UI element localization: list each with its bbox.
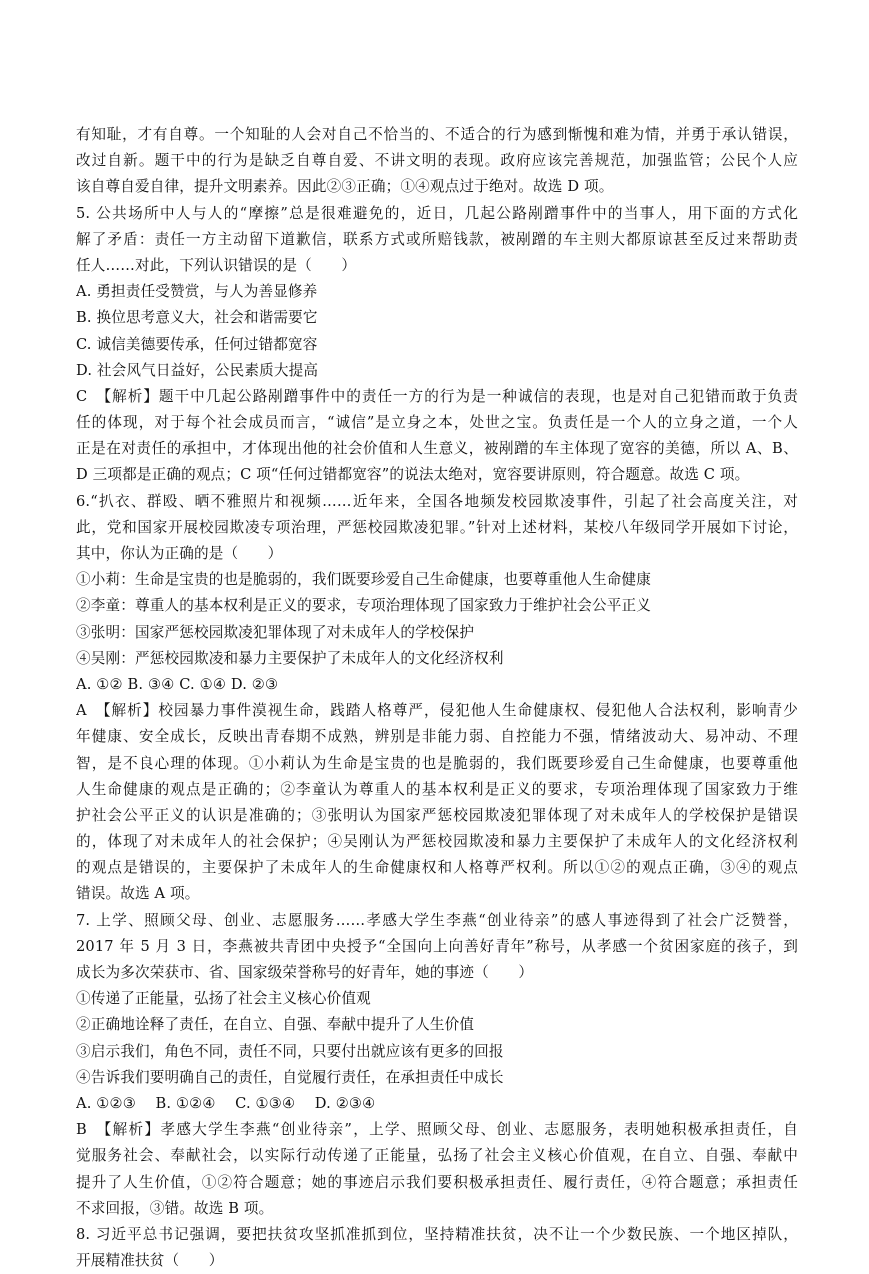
question-5-analysis: 任的体现，对于每个社会成员而言，“诚信”是立身之本，处世之宝。负责任是一个人的立身之道，一个人 — [76, 414, 798, 432]
text-line: 该自尊自爱自律，提升文明素养。因此②③正确；①④观点过于绝对。故选 D 项。 — [76, 178, 614, 196]
text-line: 改过自新。题干中的行为是缺乏自尊自爱、不讲文明的表现。政府应该完善规范，加强监管；公民个人应 — [76, 152, 798, 170]
question-6-analysis: 的观点是错误的，主要保护了未成年人的生命健康权和人格尊严权利。所以①②的观点正确，③④的观点 — [76, 859, 798, 877]
question-6-analysis: 护社会公平正义的认识是准确的；③张明认为国家严惩校园欺凌犯罪体现了对未成年人的学校保护是错误 — [76, 806, 798, 824]
question-7-analysis: B 【解析】孝感大学生李燕“创业待亲”，上学、照顾父母、创业、志愿服务，表明她积极承担责任，自 — [76, 1121, 798, 1139]
question-7-analysis: 觉服务社会、奉献社会，以实际行动传递了正能量，弘扬了社会主义核心价值观，在自立、自强、奉献中 — [76, 1147, 798, 1165]
question-6-stem: 6.“扒衣、群殴、晒不雅照片和视频……近年来，全国各地频发校园欺凌事件，引起了社会高度关注，对 — [76, 492, 798, 510]
question-5-stem: 解了矛盾：责任一方主动留下道歉信，联系方式或所赔钱款，被剐蹭的车主则大都原谅甚至反过来帮助责 — [76, 230, 798, 248]
question-5-analysis: D 三项都是正确的观点；C 项“任何过错都宽容”的说法太绝对，宽容要讲原则，符合题意。故选 C 项。 — [76, 466, 750, 484]
question-6-analysis: 智，是不良心理的体现。①小莉认为生命是宝贵的也是脆弱的，我们既要珍爱自己生命健康，也要尊重他 — [76, 754, 798, 772]
question-5-stem: 任人……对此，下列认识错误的是（ ） — [76, 256, 357, 274]
question-6-options: A. ①② B. ③④ C. ①④ D. ②③ — [76, 675, 279, 693]
question-8-stem: 8. 习近平总书记强调，要把扶贫攻坚抓准抓到位，坚持精准扶贫，决不让一个少数民族、一个地区掉队， — [76, 1225, 798, 1243]
question-7-analysis: 不求回报，③错。故选 B 项。 — [76, 1199, 274, 1217]
question-6-analysis: 年健康、安全成长，反映出青春期不成熟，辨别是非能力弱、自控能力不强，情绪波动大、易冲动、不理 — [76, 728, 798, 746]
question-7-stem: 成长为多次荣获市、省、国家级荣誉称号的好青年，她的事迹（ ） — [76, 964, 534, 981]
question-6-analysis: 错误。故选 A 项。 — [76, 885, 200, 903]
question-6-statement-3: ③张明：国家严惩校园欺凌犯罪体现了对未成年人的学校保护 — [76, 623, 475, 641]
document-page — [76, 122, 798, 1274]
question-7-analysis: 提升了人生价值，①②符合题意；她的事迹启示我们要积极承担责任、履行责任，④符合题意；承担责任 — [76, 1173, 798, 1191]
text-line: 有知耻，才有自尊。一个知耻的人会对自己不恰当的、不适合的行为感到惭愧和难为情，并勇于承认错误， — [76, 126, 798, 143]
question-7-statement-4: ④告诉我们要明确自己的责任，自觉履行责任，在承担责任中成长 — [76, 1068, 504, 1086]
question-5-analysis: 正是在对责任的承担中，才体现出他的社会价值和人生意义，被剐蹭的车主体现了宽容的美德，所以 A、B、 — [76, 440, 798, 458]
question-6-statement-1: ①小莉：生命是宝贵的也是脆弱的，我们既要珍爱自己生命健康，也要尊重他人生命健康 — [76, 571, 652, 589]
question-7-statement-1: ①传递了正能量，弘扬了社会主义核心价值观 — [76, 990, 371, 1008]
question-5-option-c: C. 诚信美德要传承，任何过错都宽容 — [76, 335, 318, 353]
question-7-stem: 2017 年 5 月 3 日，李燕被共青团中央授予“全国向上向善好青年”称号，从孝感一个贫困家庭的孩子，到 — [76, 937, 798, 955]
question-6-analysis: 的，体现了对未成年人的社会保护；④吴刚认为严惩校园欺凌和暴力主要保护了未成年人的文化经济权利 — [76, 833, 798, 851]
question-5-stem: 5. 公共场所中人与人的“摩擦”总是很难避免的，近日，几起公路剐蹭事件中的当事人，用下面的方式化 — [76, 204, 798, 222]
question-7-stem: 7. 上学、照顾父母、创业、志愿服务……孝感大学生李燕“创业待亲”的感人事迹得到了社会广泛赞誉， — [76, 911, 798, 929]
question-5-option-d: D. 社会风气日益好，公民素质大提高 — [76, 361, 319, 379]
question-6-analysis: 人生命健康的观点是正确的；②李童认为尊重人的基本权利是正义的要求，专项治理体现了国家致力于维 — [76, 780, 798, 798]
question-7-statement-3: ③启示我们，角色不同，责任不同，只要付出就应该有更多的回报 — [76, 1042, 504, 1060]
question-8-stem: 开展精准扶贫（ ） — [76, 1252, 224, 1270]
question-6-statement-2: ②李童：尊重人的基本权利是正义的要求，专项治理体现了国家致力于维护社会公平正义 — [76, 597, 652, 615]
question-7-options: A. ①②③ B. ①②④ C. ①③④ D. ②③④ — [76, 1094, 376, 1112]
question-6-analysis: A 【解析】校园暴力事件漠视生命，践踏人格尊严，侵犯他人生命健康权、侵犯他人合法权利，影响青少 — [76, 702, 798, 720]
question-5-analysis: C 【解析】题干中几起公路剐蹭事件中的责任一方的行为是一种诚信的表现，也是对自己犯错而敢于负责 — [76, 387, 798, 405]
question-7-statement-2: ②正确地诠释了责任，在自立、自强、奉献中提升了人生价值 — [76, 1016, 475, 1034]
question-6-stem: 其中，你认为正确的是（ ） — [76, 545, 283, 562]
question-5-option-b: B. 换位思考意义大，社会和谐需要它 — [76, 309, 318, 327]
question-5-option-a: A. 勇担责任受赞赏，与人为善显修养 — [76, 283, 318, 301]
question-6-stem: 此，党和国家开展校园欺凌专项治理，严惩校园欺凌犯罪。”针对上述材料，某校八年级同学开展如下讨论， — [76, 518, 798, 536]
question-6-statement-4: ④吴刚：严惩校园欺凌和暴力主要保护了未成年人的文化经济权利 — [76, 649, 504, 667]
